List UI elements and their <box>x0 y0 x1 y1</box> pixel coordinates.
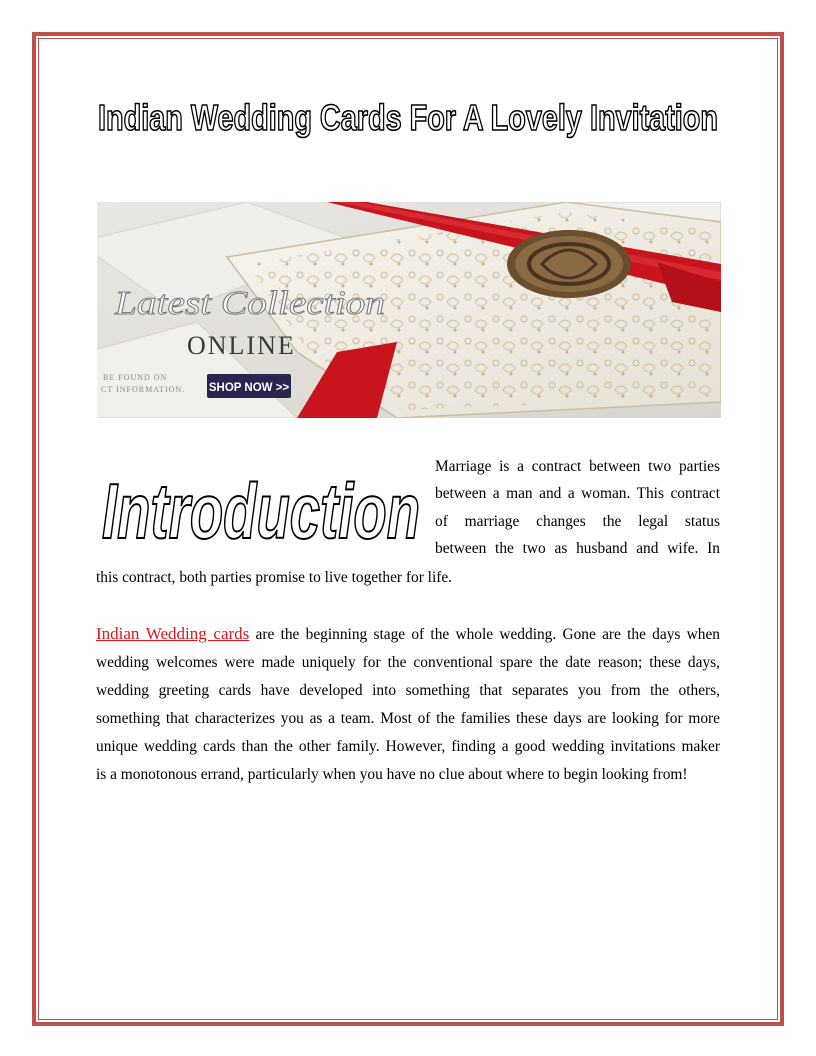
paragraph-body <box>96 620 720 789</box>
paragraph-intro-wrapped <box>435 453 720 562</box>
paragraph-line: unique wedding cards than the other family. However, finding a good wedding invitations maker <box>96 738 720 755</box>
indian-wedding-cards-link[interactable]: Indian Wedding cards <box>96 624 250 643</box>
paragraph-line <box>96 620 720 649</box>
document-title <box>96 92 720 144</box>
banner-card-fragment-1: BE FOUND ON <box>103 373 168 382</box>
banner-script-text: Latest Collection <box>113 285 386 322</box>
paragraph-intro-last-line: this contract, both parties promise to live together for life. <box>96 569 453 586</box>
paragraph-line: wedding welcomes were made uniquely for the conventional spare the date reason; these days, <box>96 654 720 671</box>
paragraph-line-text: are the beginning stage of the whole wedding. Gone are the days when <box>249 626 720 643</box>
shop-now-button[interactable] <box>207 374 291 398</box>
shop-now-label: SHOP NOW >> <box>208 382 290 394</box>
banner-image[interactable] <box>97 202 721 418</box>
paragraph-line: between a man and a woman. This contract <box>435 485 720 503</box>
introduction-heading <box>96 464 426 550</box>
introduction-heading-text: Introduction <box>102 467 420 550</box>
title-text: Indian Wedding Cards For A Lovely Invitation <box>98 97 718 138</box>
paragraph-line: of marriage changes the legal status <box>435 512 720 530</box>
paragraph-line: something that characterizes you as a team. Most of the families these days are looking for more <box>96 710 720 727</box>
paragraph-line: is a monotonous errand, particularly when you have no clue about where to begin looking from! <box>96 766 688 783</box>
paragraph-line: Marriage is a contract between two parties <box>435 458 720 475</box>
paragraph-line: between the two as husband and wife. In <box>435 539 720 557</box>
banner-card-fragment-2: CT INFORMATION. <box>101 385 186 394</box>
banner-online-text: ONLINE <box>187 331 296 360</box>
paragraph-line: wedding greeting cards have developed into something that separates you from the others, <box>96 682 720 699</box>
